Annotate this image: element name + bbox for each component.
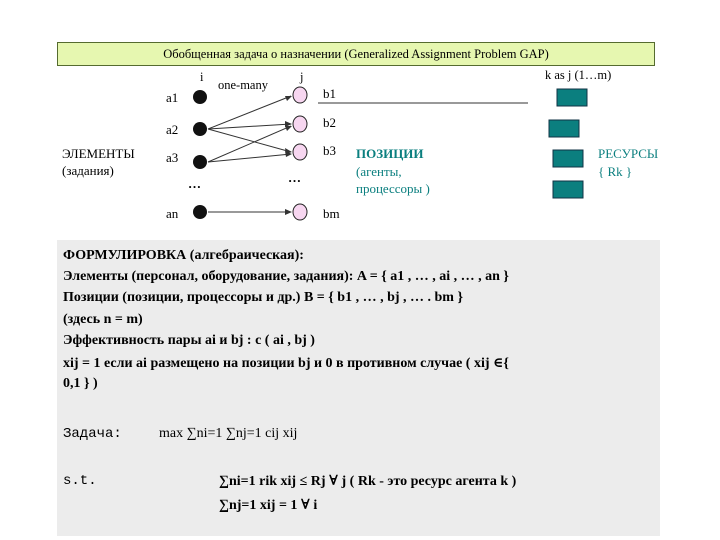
left-node-a2: [193, 122, 207, 136]
task-label: Задача:: [63, 426, 122, 442]
constraint-2: ∑nj=1 xij = 1 ∀ i: [219, 498, 318, 513]
positions-label: ПОЗИЦИИ: [356, 146, 424, 161]
resources-label: РЕСУРСЫ: [598, 146, 659, 161]
left-ellipsis: …: [188, 176, 201, 191]
right-label-b2: b2: [323, 115, 336, 130]
page-title: Обобщенная задача о назначении (Generalized Assignment Problem GAP): [163, 47, 549, 61]
positions-sub-1: (агенты,: [356, 164, 402, 179]
right-node-b1: [293, 87, 307, 103]
right-ellipsis: …: [288, 170, 301, 185]
arrow-a2-b2: [208, 124, 291, 129]
note-line: (здесь n = m): [63, 312, 143, 327]
positions-sub-2: процессоры ): [356, 181, 430, 196]
resource-bar-2: [549, 120, 579, 137]
left-label-a3: a3: [166, 150, 179, 165]
right-node-bm: [293, 204, 307, 220]
formulation-heading: ФОРМУЛИРОВКА (алгебраическая):: [63, 248, 304, 263]
left-node-an: [193, 205, 207, 219]
one-many-label: one-many: [218, 78, 268, 92]
formulation-panel: [57, 240, 660, 536]
resource-bar-1: [557, 89, 587, 106]
arrow-a3-b3: [208, 154, 291, 162]
elements-line: Элементы (персонал, оборудование, задания): A = { a1 , … , ai , … , an }: [63, 269, 509, 284]
resource-bar-3: [553, 150, 583, 167]
left-label-an: an: [166, 206, 179, 221]
x-definition-line-1: xij = 1 если ai размещено на позиции bj и 0 в противном случае ( xij ∈{: [63, 356, 509, 371]
left-node-a3: [193, 155, 207, 169]
right-node-b3: [293, 144, 307, 160]
k-label: k as j (1…m): [545, 68, 612, 82]
right-label-b3: b3: [323, 143, 336, 158]
right-label-b1: b1: [323, 86, 336, 101]
arrow-a3-b2: [208, 126, 291, 162]
left-label-a2: a2: [166, 122, 179, 137]
st-label: s.t.: [63, 473, 97, 489]
elements-label: ЭЛЕМЕНТЫ: [62, 146, 135, 161]
elements-sub: (задания): [62, 163, 114, 178]
arrow-a2-b1: [208, 96, 291, 129]
arrow-a2-b3: [208, 129, 291, 152]
assignment-diagram: [0, 0, 720, 240]
resources-sub: { Rk }: [598, 164, 633, 179]
i-label: i: [200, 70, 204, 84]
constraint-1: ∑ni=1 rik xij ≤ Rj ∀ j ( Rk - это ресурс агента k ): [219, 474, 517, 489]
x-definition-line-2: 0,1 } ): [63, 376, 98, 391]
resource-bar-4: [553, 181, 583, 198]
objective: max ∑ni=1 ∑nj=1 cij xij: [159, 426, 298, 441]
right-node-b2: [293, 116, 307, 132]
positions-line: Позиции (позиции, процессоры и др.) B = { b1 , … , bj , … . bm }: [63, 290, 463, 305]
efficiency-line: Эффективность пары ai и bj : c ( ai , bj ): [63, 333, 315, 348]
j-label: j: [300, 70, 304, 84]
left-node-a1: [193, 90, 207, 104]
left-label-a1: a1: [166, 90, 179, 105]
right-label-bm: bm: [323, 206, 340, 221]
